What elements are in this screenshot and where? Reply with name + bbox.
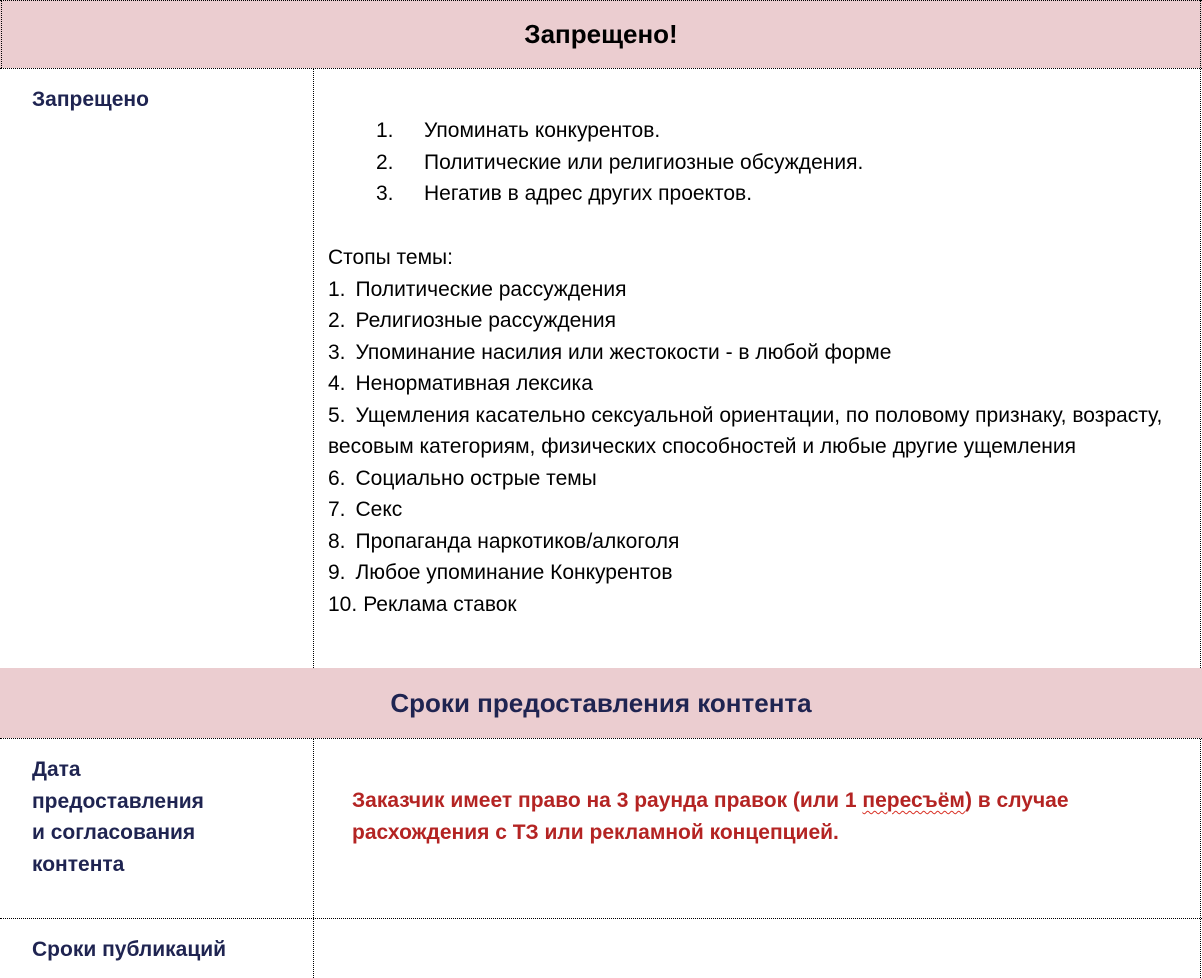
list-item-number: 10. xyxy=(328,592,358,616)
list-item-text: Политические рассуждения xyxy=(355,277,627,301)
date-row-label xyxy=(32,754,204,880)
table-border-left xyxy=(1,0,2,68)
spellcheck-flagged-word[interactable]: пересъём xyxy=(862,789,965,812)
list-item xyxy=(376,115,863,147)
list-item-text: Пропаганда наркотиков/алкоголя xyxy=(355,529,680,553)
list-item-number: 1. xyxy=(376,119,394,142)
list-item-number: 2. xyxy=(328,309,346,332)
list-item-text: Упоминать конкурентов. xyxy=(424,119,661,142)
list-item-text: Любое упоминание Конкурентов xyxy=(355,561,673,584)
forbidden-section-header xyxy=(0,0,1202,68)
table-row-divider xyxy=(0,738,1202,739)
date-label-line: предоставления xyxy=(32,789,204,813)
list-item xyxy=(328,589,1188,621)
list-item xyxy=(328,463,1188,495)
list-item-text: Упоминание насилия или жестокости - в любой форме xyxy=(355,340,892,364)
date-label-line: Дата xyxy=(32,758,81,781)
list-item-text: Религиозные рассуждения xyxy=(355,309,617,332)
deadlines-section-header xyxy=(0,668,1202,738)
list-item xyxy=(328,526,1188,558)
table-row-divider xyxy=(0,68,1202,69)
notice-text-end: ) в случае расхождения с ТЗ или рекламной концепцией. xyxy=(352,789,1069,844)
date-label-line: и согласования xyxy=(32,821,196,844)
table-row-divider xyxy=(0,918,1202,919)
list-item-number: 9. xyxy=(328,561,346,584)
list-item-number: 1. xyxy=(328,277,346,301)
list-item-text: Политические или религиозные обсуждения. xyxy=(424,150,864,174)
list-item-number: 8. xyxy=(328,529,346,553)
table-border-right xyxy=(1200,0,1201,978)
list-item-text: Ущемления касательно сексуальной ориентации, по половому признаку, возрасту, весовым категориям, физических способностей и любые другие ущемления xyxy=(328,403,1163,458)
list-item-number: 7. xyxy=(328,498,346,521)
deadlines-section-title: Сроки предоставления контента xyxy=(390,687,812,718)
list-item xyxy=(328,274,1188,306)
list-item xyxy=(328,305,1188,337)
stop-topics-list xyxy=(328,242,1188,620)
list-item-number: 3. xyxy=(376,182,394,205)
list-item xyxy=(376,178,863,210)
forbidden-section-title: Запрещено! xyxy=(524,18,678,49)
list-item-text: Социально острые темы xyxy=(355,466,597,490)
list-item xyxy=(328,400,1188,463)
revisions-notice xyxy=(352,785,1152,848)
list-item-number: 4. xyxy=(328,372,346,395)
stop-topics-title: Стопы темы: xyxy=(328,246,453,269)
list-item xyxy=(328,494,1188,526)
list-item-text: Негатив в адрес других проектов. xyxy=(424,182,753,205)
table-column-divider xyxy=(313,68,314,668)
list-item-number: 6. xyxy=(328,466,346,490)
list-item-text: Ненормативная лексика xyxy=(355,372,593,395)
date-label-line: контента xyxy=(32,852,125,876)
list-item-number: 2. xyxy=(376,150,394,174)
publication-row-label: Сроки публикаций xyxy=(32,938,227,961)
table-border-top xyxy=(0,0,1202,1)
list-item-number: 3. xyxy=(328,340,346,364)
list-item-text: Секс xyxy=(355,498,403,521)
list-item-number: 5. xyxy=(328,403,346,427)
forbidden-row-label: Запрещено xyxy=(32,88,149,111)
list-item xyxy=(376,147,863,179)
forbidden-rules-list xyxy=(376,115,863,210)
list-item xyxy=(328,368,1188,400)
list-item xyxy=(328,557,1188,589)
list-item-text: Реклама ставок xyxy=(363,592,517,616)
list-item xyxy=(328,337,1188,369)
table-column-divider xyxy=(313,738,314,978)
notice-text-start: Заказчик имеет право на 3 раунда правок (или 1 xyxy=(352,789,863,812)
